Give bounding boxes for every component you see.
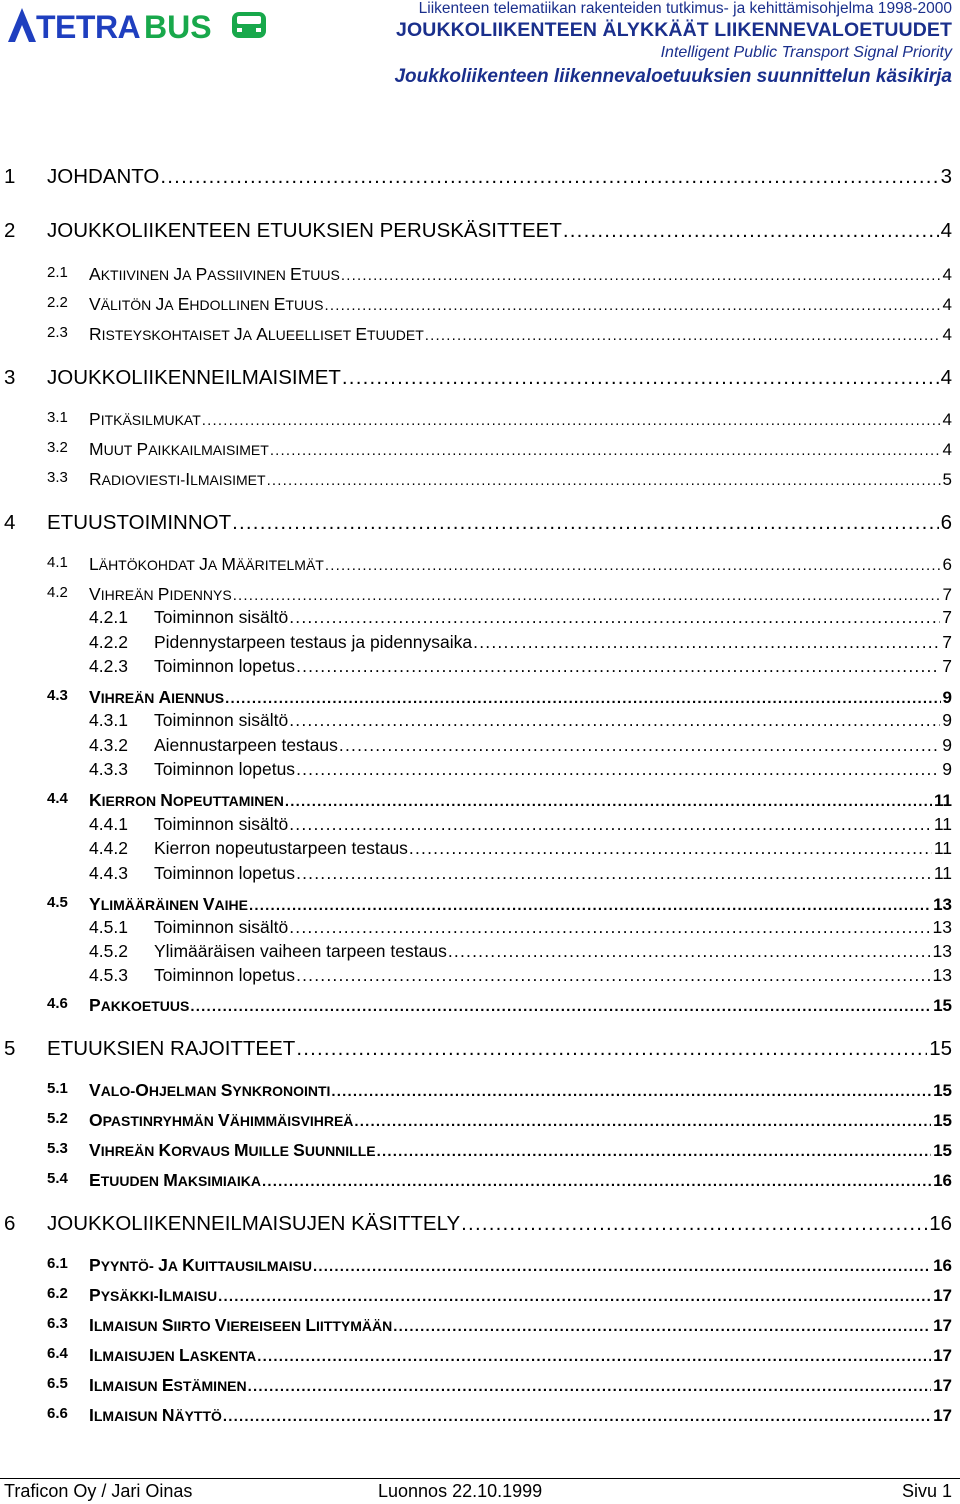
dot-leader	[409, 838, 932, 859]
toc-entry-title: Toiminnon lopetus	[154, 656, 296, 676]
toc-entry-line	[154, 607, 952, 628]
dot-leader	[270, 442, 941, 459]
toc-entry-line	[89, 790, 952, 811]
toc-entry-title: ETUUKSIEN RAJOITTEET	[47, 1037, 296, 1060]
toc-entry-number: 4.2	[47, 584, 68, 601]
toc-entry-line	[89, 1315, 952, 1336]
dot-leader	[341, 267, 941, 284]
toc-entry-title: VALO-OHJELMAN SYNKRONOINTI	[89, 1080, 331, 1100]
dot-leader	[393, 1318, 931, 1335]
dot-leader	[160, 165, 938, 189]
dot-leader	[190, 998, 931, 1015]
toc-entry-page: 17	[933, 1346, 952, 1365]
page-footer	[0, 1478, 960, 1504]
dot-leader	[223, 1408, 931, 1425]
toc-entry-title: MUUT PAIKKAILMAISIMET	[89, 439, 269, 459]
toc-entry-number: 2.2	[47, 294, 68, 311]
footer-page-number: Sivu 1	[901, 1481, 952, 1501]
dot-leader	[225, 690, 940, 707]
dot-leader	[377, 1143, 931, 1160]
toc-entry-title: PAKKOETUUS	[89, 995, 190, 1015]
toc-entry-title: Toiminnon sisältö	[154, 814, 289, 834]
toc-entry-title: PYSÄKKI-ILMAISU	[89, 1285, 218, 1305]
toc-entry-line	[89, 584, 952, 605]
toc-entry-line	[89, 995, 952, 1016]
toc-entry-number: 4	[4, 511, 16, 534]
toc-entry-page: 3	[940, 165, 952, 188]
project-subtitle: Intelligent Public Transport Signal Priority	[660, 44, 952, 61]
toc-entry-title: Toiminnon sisältö	[154, 710, 289, 730]
toc-entry-page: 13	[932, 941, 952, 961]
footer-draft-date: Luonnos 22.10.1999	[378, 1481, 543, 1501]
dot-leader	[339, 735, 940, 756]
toc-entry-line	[89, 1375, 952, 1396]
toc-entry-line	[154, 656, 952, 677]
toc-entry-title: VIHREÄN KORVAUS MUILLE SUUNNILLE	[89, 1140, 376, 1160]
toc-entry-line	[89, 294, 952, 315]
toc-entry-page: 4	[940, 219, 952, 242]
dot-leader	[331, 1083, 931, 1100]
toc-entry-page: 9	[942, 759, 952, 779]
toc-entry-line	[89, 324, 952, 345]
toc-entry-line	[89, 1285, 952, 1306]
toc-entry-number: 4.5.2	[89, 941, 128, 961]
toc-entry-number: 2	[4, 219, 16, 242]
toc-entry-line	[47, 1212, 952, 1236]
toc-entry-page: 17	[933, 1286, 952, 1305]
toc-entry-line	[89, 1345, 952, 1366]
dot-leader	[289, 814, 932, 835]
dot-leader	[448, 941, 931, 962]
toc-entry-line	[154, 632, 952, 653]
toc-entry-page: 17	[933, 1316, 952, 1335]
toc-entry-title: ILMAISUN ESTÄMINEN	[89, 1375, 247, 1395]
toc-entry-line	[47, 511, 952, 535]
toc-entry-title: PITKÄSILMUKAT	[89, 409, 201, 429]
toc-entry-line	[89, 687, 952, 708]
toc-entry-number: 4.4.1	[89, 814, 128, 834]
toc-entry-line	[89, 1140, 952, 1161]
toc-entry-number: 2.3	[47, 324, 68, 341]
toc-entry-title: RADIOVIESTI-ILMAISIMET	[89, 469, 266, 489]
toc-entry-page: 5	[942, 470, 952, 489]
toc-entry-page: 9	[942, 735, 952, 755]
toc-entry-line	[89, 264, 952, 285]
dot-leader	[285, 793, 932, 810]
toc-entry-page: 4	[942, 265, 952, 284]
toc-entry-line	[47, 366, 952, 390]
toc-entry-number: 6.5	[47, 1375, 68, 1392]
toc-entry-title: ILMAISUN NÄYTTÖ	[89, 1405, 222, 1425]
project-title: JOUKKOLIIKENTEEN ÄLYKKÄÄT LIIKENNEVALOETUUDET	[396, 19, 952, 41]
dot-leader	[289, 607, 940, 628]
toc-entry-number: 2.1	[47, 264, 68, 281]
toc-entry-number: 4.1	[47, 554, 68, 571]
toc-entry-number: 4.2.3	[89, 656, 128, 676]
toc-entry-page: 11	[933, 814, 952, 834]
toc-entry-title: KIERRON NOPEUTTAMINEN	[89, 790, 284, 810]
toc-entry-number: 3.2	[47, 439, 68, 456]
dot-leader	[325, 557, 941, 574]
toc-entry-line	[154, 965, 952, 986]
toc-entry-number: 5.1	[47, 1080, 68, 1097]
toc-entry-number: 4.4	[47, 790, 68, 807]
toc-entry-number: 4.4.2	[89, 838, 128, 858]
toc-entry-title: ILMAISUN SIIRTO VIEREISEEN LIITTYMÄÄN	[89, 1315, 393, 1335]
toc-entry-number: 4.3.3	[89, 759, 128, 779]
toc-entry-title: JOHDANTO	[47, 165, 160, 188]
toc-entry-page: 15	[933, 1141, 952, 1160]
dot-leader	[425, 327, 941, 344]
dot-leader	[296, 1037, 927, 1061]
svg-text:TETRA: TETRA	[36, 9, 141, 44]
toc-entry-title: Ylimääräisen vaiheen tarpeen testaus	[154, 941, 447, 961]
footer-divider	[0, 1478, 960, 1479]
dot-leader	[296, 965, 930, 986]
toc-entry-line	[89, 469, 952, 490]
toc-entry-number: 4.3.2	[89, 735, 128, 755]
toc-entry-page: 4	[942, 295, 952, 314]
dot-leader	[232, 511, 938, 535]
toc-entry-page: 13	[933, 895, 952, 914]
toc-entry-page: 9	[942, 688, 952, 707]
toc-entry-number: 5.2	[47, 1110, 68, 1127]
toc-entry-page: 15	[933, 1111, 952, 1130]
program-title: Liikenteen telematiikan rakenteiden tutkimus- ja kehittämisohjelma 1998-2000	[418, 0, 952, 17]
toc-entry-line	[154, 863, 952, 884]
dot-leader	[233, 587, 941, 604]
toc-entry-page: 7	[942, 607, 952, 627]
toc-entry-page: 13	[932, 965, 952, 985]
toc-entry-number: 6.3	[47, 1315, 68, 1332]
dot-leader	[461, 1212, 927, 1236]
toc-entry-number: 6.1	[47, 1255, 68, 1272]
toc-entry-title: AKTIIVINEN JA PASSIIVINEN ETUUS	[89, 264, 340, 284]
toc-entry-title: JOUKKOLIIKENNEILMAISUJEN KÄSITTELY	[47, 1212, 461, 1235]
dot-leader	[313, 1258, 931, 1275]
toc-entry-page: 6	[942, 555, 952, 574]
dot-leader	[563, 219, 939, 243]
toc-entry-line	[154, 735, 952, 756]
dot-leader	[202, 412, 941, 429]
toc-entry-line	[154, 710, 952, 731]
toc-entry-number: 4.3	[47, 687, 68, 704]
toc-entry-page: 7	[942, 585, 952, 604]
toc-entry-line	[89, 1405, 952, 1426]
toc-entry-title: Toiminnon lopetus	[154, 965, 296, 985]
dot-leader	[248, 1378, 931, 1395]
dot-leader	[296, 656, 940, 677]
toc-entry-number: 6	[4, 1212, 16, 1235]
toc-entry-number: 6.4	[47, 1345, 68, 1362]
svg-text:BUS: BUS	[144, 9, 212, 44]
toc-entry-title: RISTEYSKOHTAISET JA ALUEELLISET ETUUDET	[89, 324, 424, 344]
toc-entry-number: 4.5.1	[89, 917, 128, 937]
toc-entry-number: 1	[4, 165, 16, 188]
toc-entry-line	[154, 917, 952, 938]
toc-entry-line	[154, 759, 952, 780]
toc-entry-title: Pidennystarpeen testaus ja pidennysaika	[154, 632, 473, 652]
toc-entry-page: 4	[942, 410, 952, 429]
toc-entry-page: 4	[942, 325, 952, 344]
toc-entry-line	[89, 439, 952, 460]
toc-entry-line	[89, 1080, 952, 1101]
toc-entry-title: JOUKKOLIIKENTEEN ETUUKSIEN PERUSKÄSITTEET	[47, 219, 562, 242]
toc-entry-number: 4.2.1	[89, 607, 128, 627]
toc-entry-number: 5	[4, 1037, 16, 1060]
dot-leader	[249, 897, 931, 914]
toc-entry-page: 15	[929, 1037, 952, 1060]
dot-leader	[257, 1348, 931, 1365]
toc-entry-line	[154, 941, 952, 962]
toc-entry-page: 16	[933, 1256, 952, 1275]
dot-leader	[218, 1288, 931, 1305]
toc-entry-title: ETUUDEN MAKSIMIAIKA	[89, 1170, 262, 1190]
toc-entry-line	[89, 894, 952, 915]
dot-leader	[289, 710, 940, 731]
toc-entry-title: YLIMÄÄRÄINEN VAIHE	[89, 894, 248, 914]
toc-entry-line	[154, 838, 952, 859]
toc-entry-line	[89, 554, 952, 575]
toc-entry-page: 17	[933, 1376, 952, 1395]
toc-entry-number: 3	[4, 366, 16, 389]
toc-entry-number: 4.5	[47, 894, 68, 911]
toc-entry-page: 7	[942, 656, 952, 676]
toc-entry-page: 9	[942, 710, 952, 730]
toc-entry-number: 4.5.3	[89, 965, 128, 985]
toc-entry-line	[47, 1037, 952, 1061]
footer-author: Traficon Oy / Jari Oinas	[4, 1481, 193, 1501]
toc-entry-title: JOUKKOLIIKENNEILMAISIMET	[47, 366, 341, 389]
toc-entry-page: 4	[940, 366, 952, 389]
toc-entry-line	[89, 1170, 952, 1191]
toc-entry-title: Toiminnon sisältö	[154, 917, 289, 937]
toc-entry-page: 16	[929, 1212, 952, 1235]
toc-entry-number: 5.3	[47, 1140, 68, 1157]
toc-entry-title: ETUUSTOIMINNOT	[47, 511, 232, 534]
dot-leader	[267, 472, 941, 489]
toc-entry-number: 5.4	[47, 1170, 68, 1187]
toc-entry-line	[89, 1255, 952, 1276]
toc-entry-page: 11	[933, 863, 952, 883]
toc-entry-line	[154, 814, 952, 835]
toc-entry-title: Toiminnon sisältö	[154, 607, 289, 627]
toc-entry-title: Kierron nopeutustarpeen testaus	[154, 838, 408, 858]
toc-entry-number: 3.1	[47, 409, 68, 426]
dot-leader	[325, 297, 941, 314]
toc-entry-title: VIHREÄN AIENNUS	[89, 687, 225, 707]
toc-entry-line	[89, 1110, 952, 1131]
toc-entry-page: 16	[933, 1171, 952, 1190]
toc-entry-title: VIHREÄN PIDENNYS	[89, 584, 232, 604]
toc-entry-title: Toiminnon lopetus	[154, 863, 296, 883]
toc-entry-title: VÄLITÖN JA EHDOLLINEN ETUUS	[89, 294, 324, 314]
toc-entry-page: 11	[934, 791, 952, 810]
toc-entry-title: LÄHTÖKOHDAT JA MÄÄRITELMÄT	[89, 554, 324, 574]
toc-entry-number: 4.4.3	[89, 863, 128, 883]
toc-entry-page: 15	[933, 1081, 952, 1100]
toc-entry-title: ILMAISUJEN LASKENTA	[89, 1345, 257, 1365]
toc-entry-page: 4	[942, 440, 952, 459]
toc-entry-page: 13	[932, 917, 952, 937]
toc-entry-number: 4.3.1	[89, 710, 128, 730]
toc-entry-page: 7	[942, 632, 952, 652]
toc-entry-title: Aiennustarpeen testaus	[154, 735, 338, 755]
dot-leader	[342, 366, 939, 390]
toc-entry-page: 11	[933, 838, 952, 858]
toc-entry-line	[89, 409, 952, 430]
toc-entry-number: 6.6	[47, 1405, 68, 1422]
tetra-bus-logo	[6, 4, 268, 44]
dot-leader	[473, 632, 940, 653]
toc-entry-page: 6	[940, 511, 952, 534]
toc-entry-title: PYYNTÖ- JA KUITTAUSILMAISU	[89, 1255, 312, 1275]
toc-entry-line	[47, 165, 952, 189]
toc-entry-number: 3.3	[47, 469, 68, 486]
toc-entry-page: 17	[933, 1406, 952, 1425]
document-title: Joukkoliikenteen liikennevaloetuuksien suunnittelun käsikirja	[394, 66, 952, 87]
toc-entry-number: 6.2	[47, 1285, 68, 1302]
dot-leader	[296, 759, 940, 780]
toc-entry-title: OPASTINRYHMÄN VÄHIMMÄISVIHREÄ	[89, 1110, 354, 1130]
toc-entry-page: 15	[933, 996, 952, 1015]
dot-leader	[262, 1173, 931, 1190]
dot-leader	[296, 863, 932, 884]
toc-entry-line	[47, 219, 952, 243]
dot-leader	[354, 1113, 931, 1130]
toc-entry-number: 4.6	[47, 995, 68, 1012]
dot-leader	[289, 917, 930, 938]
toc-entry-number: 4.2.2	[89, 632, 128, 652]
toc-entry-title: Toiminnon lopetus	[154, 759, 296, 779]
